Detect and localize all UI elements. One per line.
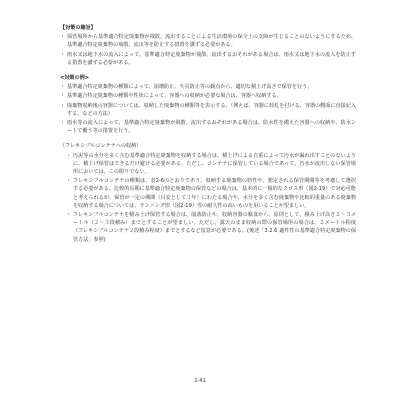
bullet: ・ <box>66 152 72 159</box>
heading-flexible-container: （フレキシブルコンテナへの収納） <box>60 143 142 150</box>
bullet: ・ <box>60 120 66 127</box>
heading-measures-outline: 【対策の趣旨】 <box>60 25 96 31</box>
bullet: ・ <box>60 51 66 58</box>
list-item <box>60 83 356 91</box>
list-item <box>60 33 356 49</box>
bullet: ・ <box>66 178 72 185</box>
list-item <box>60 119 356 135</box>
list-item-text: 保管場所から基準適合特定廃棄物が飛散、流出することによる生活環境の保全上の支障が生じることのないようにするため、基準適合特定廃棄物の飛散、流出等を防止する措置を講ずる必要がある。 <box>67 34 356 49</box>
list-item <box>60 92 356 100</box>
page-body <box>60 24 356 245</box>
list-item-text: 雨水等の流入によって、基準適合特定廃棄物が飛散、流出するおそれがある場合は、防水性を備えた容器への収納や、防水シートで覆う等の措置を行う。 <box>67 120 356 135</box>
list-item <box>66 211 356 244</box>
flexible-container-list <box>60 152 356 244</box>
list-item-text: 基準適合特定廃棄物の種類や性状によって、容器への収納が必要な場合は、容器へ収納する。 <box>67 93 282 100</box>
bullet: ・ <box>60 102 66 109</box>
bullet: ・ <box>60 93 66 100</box>
page-number: 2-41 <box>194 378 206 384</box>
heading-measures-examples: <対策の例> <box>60 75 90 82</box>
bullet: ・ <box>60 84 66 91</box>
list-item <box>66 177 356 210</box>
list-item-text: 基準適合特定廃棄物の種類によって、崩壊防止、火災防止等の観点から、適切な積上げ高さで保管を行う。 <box>67 84 313 91</box>
list-item-text: フレキシブルコンテナを積み上げ保管する場合は、崩落防止や、収納容器の腐食から、原則として、積み上げ高さ２～３メートル（２～３段積み）までとすることが望ましい。ただし、露天のまま収納の際の保管場所の場合は、２メートル程度（フレキシブルコンテナ２段積み程度）までとするなど留意が必要である。(後述「3.2.6 適性性の基準適合特定廃棄物の保管方法」参照) <box>73 212 356 243</box>
list-item-text: フレキシブルコンテナの種類は、表2-6のとおりであり、収納する廃棄物の特性や、想定される保管期間等を考慮して選択する必要がある。比較的長期に基準適合特定廃棄物の保管などの場合は、基本的に一般的なクロス形（図2-19）で対応可能と考えられるが、保管が一定の期間（目安として３年）にわたる場合や、水分を多く含む廃棄物や比較的重量のある廃棄物を収納する場合については、ランニング形（図2-19）等の耐久性の高いものを用いることが望ましい。 <box>73 178 356 209</box>
bullet: ・ <box>66 212 72 219</box>
bullet: ・ <box>60 34 66 41</box>
list-item-text: 雨水又は地下水の流入によって、基準適合特定廃棄物が飛散、流出するおそれがある場合は、雨水又は地下水の流入を防止する措置を講ずる必要がある。 <box>67 51 356 66</box>
list-item-text: 汚泥等の水分を多く含む基準適合特定廃棄物を収納する場合は、積上げによる自重によって汚水が漏れ出すことのないように、積上げ保管はできるだけ避ける必要がある。ただし、コンテナに保管している場合であって、汚水が流出しない保管場所においては、この限りでない。 <box>73 152 356 176</box>
list-item <box>66 152 356 177</box>
list-item <box>60 102 356 118</box>
list-item <box>60 51 356 67</box>
list-item-text: 廃棄物収納後の容器については、収納した廃棄物の種類等を表示する。（例えば、容器に荷札を付ける、容器の側面に直接記入する、などの方法） <box>67 102 356 117</box>
